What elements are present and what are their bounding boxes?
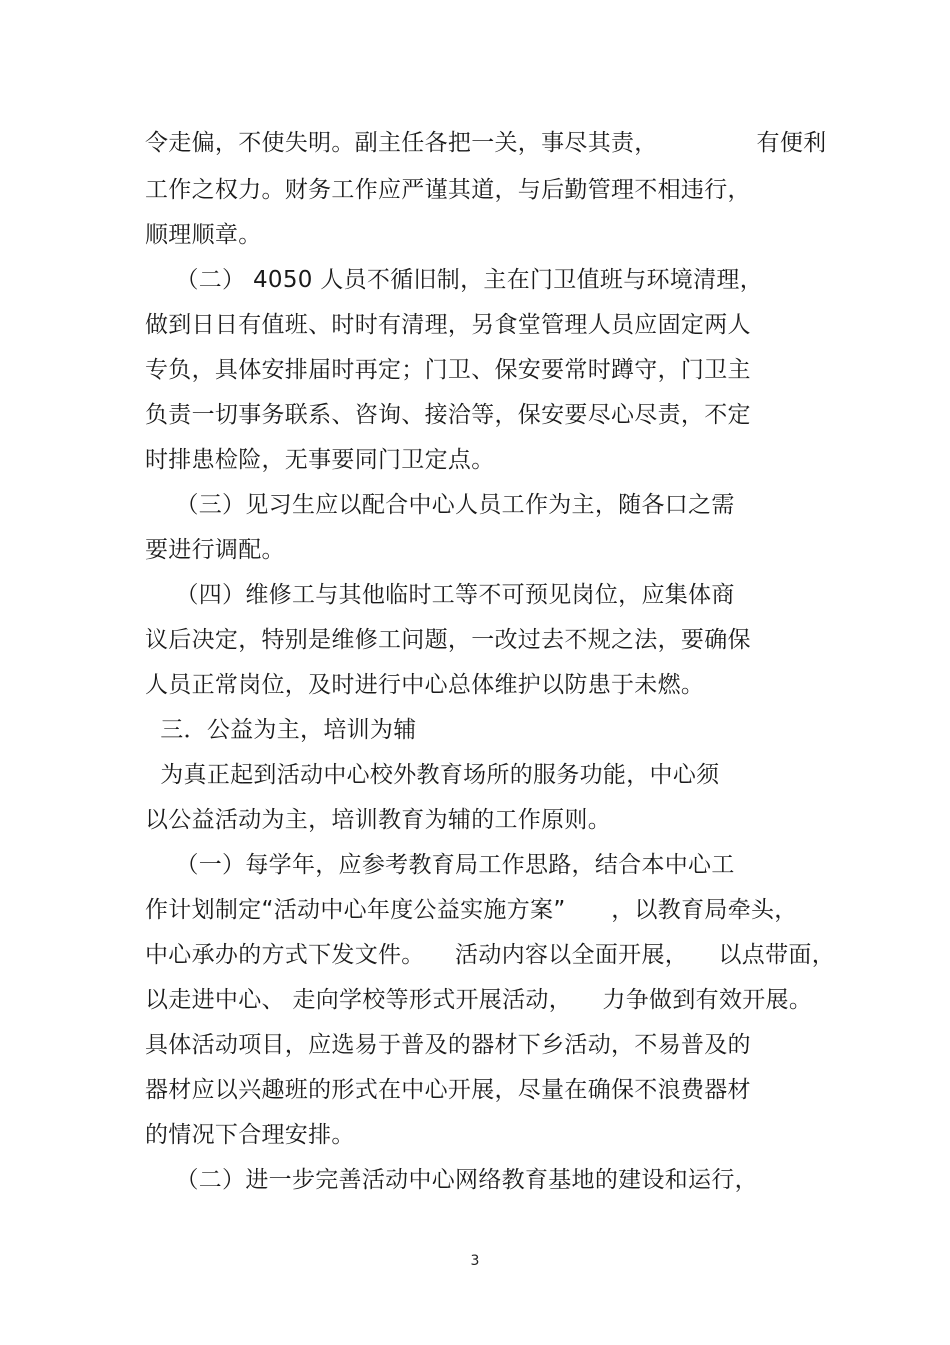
section-heading: 三．公益为主，培训为辅 <box>145 717 417 743</box>
text-line: 顺理顺章。 <box>145 222 262 248</box>
page-number: 3 <box>470 1253 480 1269</box>
text-line: 做到日日有值班、时时有清理，另食堂管理人员应固定两人 <box>145 312 751 338</box>
text-line: 人员正常岗位，及时进行中心总体维护以防患于未燃。 <box>145 672 705 698</box>
text-line: 工作之权力。财务工作应严谨其道，与后勤管理不相违行， <box>145 177 751 203</box>
text-line: 议后决定，特别是维修工问题，一改过去不规之法，要确保 <box>145 627 751 653</box>
text-line: 专负，具体安排届时再定；门卫、保安要常时蹲守，门卫主 <box>145 357 751 383</box>
text-line: 作计划制定“活动中心年度公益实施方案” ，以教育局牵头， <box>145 897 798 923</box>
text-line: 的情况下合理安排。 <box>145 1122 355 1148</box>
text-line: 以公益活动为主，培训教育为辅的工作原则。 <box>145 807 611 833</box>
text-line: （三）见习生应以配合中心人员工作为主，随各口之需 <box>145 492 735 518</box>
text-line: （二）进一步完善活动中心网络教育基地的建设和运行， <box>145 1167 758 1193</box>
text-line: 为真正起到活动中心校外教育场所的服务功能，中心须 <box>145 762 720 788</box>
text-line: 以走进中心、 走向学校等形式开展活动， 力争做到有效开展。 <box>145 987 813 1013</box>
text-line: （一）每学年，应参考教育局工作思路，结合本中心工 <box>145 852 735 878</box>
text-line: （二） 4050 人员不循旧制，主在门卫值班与环境清理， <box>145 267 763 293</box>
text-line: 负责一切事务联系、咨询、接洽等，保安要尽心尽责，不定 <box>145 402 751 428</box>
text-line: 具体活动项目，应选易于普及的器材下乡活动，不易普及的 <box>145 1032 751 1058</box>
text-line: 要进行调配。 <box>145 537 285 563</box>
text-line: 时排患检险，无事要同门卫定点。 <box>145 447 495 473</box>
text-line: 令走偏，不使失明。副主任各把一关，事尽其责， 有便利 <box>145 130 827 156</box>
text-line: 器材应以兴趣班的形式在中心开展，尽量在确保不浪费器材 <box>145 1077 751 1103</box>
text-line: （四）维修工与其他临时工等不可预见岗位，应集体商 <box>145 582 735 608</box>
text-line: 中心承办的方式下发文件。 活动内容以全面开展， 以点带面， <box>145 942 835 968</box>
